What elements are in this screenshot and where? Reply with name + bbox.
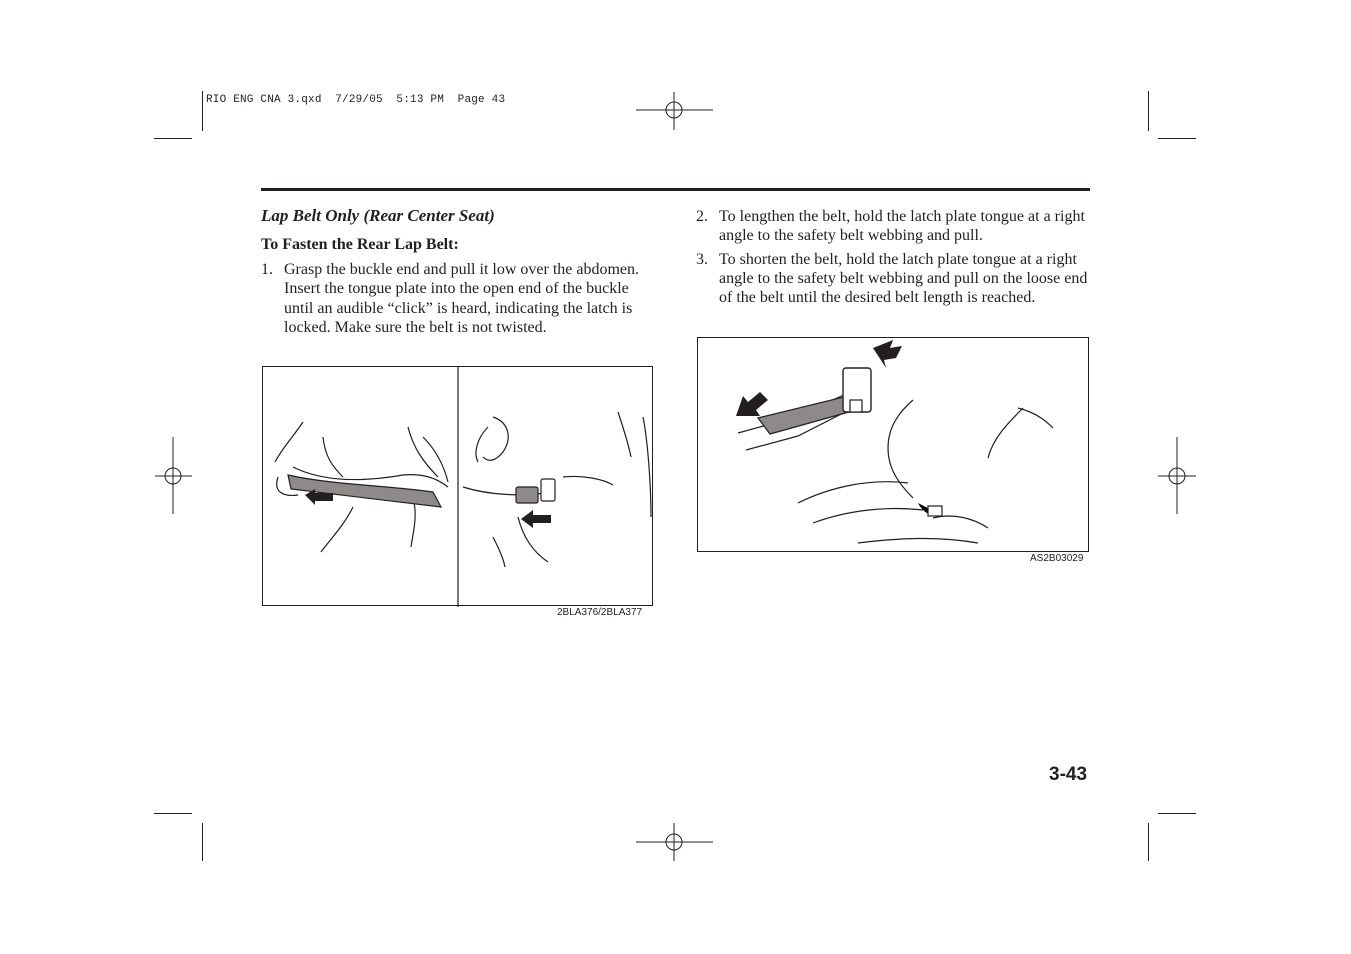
step-number: 3.: [696, 250, 708, 268]
step-text: To lengthen the belt, hold the latch plate tongue at a right angle to the safety belt webbing and pull.: [719, 208, 1085, 245]
step-text: To shorten the belt, hold the latch plate tongue at a right angle to the safety belt webbing and pull on the loose end of the belt until the desired belt length is reached.: [719, 250, 1088, 307]
list-item: [696, 250, 1092, 308]
list-item: [696, 207, 1092, 246]
figure-caption-right: AS2B03029: [1030, 553, 1084, 564]
belt-adjust-illustration: [698, 338, 1090, 553]
page-number: 3-43: [1049, 764, 1088, 785]
figure-fasten-lap-belt: [262, 366, 653, 606]
print-slug: RIO ENG CNA 3.qxd 7/29/05 5:13 PM Page 43: [206, 94, 506, 106]
lap-belt-illustration: [263, 367, 654, 607]
list-item: [261, 260, 654, 337]
steps-list-left: [261, 260, 654, 337]
figure-adjust-belt: [697, 337, 1089, 552]
section-title: Lap Belt Only (Rear Center Seat): [261, 206, 495, 225]
step-number: 2.: [696, 208, 708, 225]
step-number: 1.: [261, 261, 273, 278]
step-text: Grasp the buckle end and pull it low over the abdomen. Insert the tongue plate into the open end of the buckle until an audible “click” is heard, indicating the latch is locked. Make sure the belt is not twisted.: [284, 261, 640, 336]
header-rule: [261, 188, 1090, 191]
steps-list-right: [696, 207, 1092, 311]
subheading: To Fasten the Rear Lap Belt:: [261, 236, 459, 253]
figure-caption-left: 2BLA376/2BLA377: [557, 607, 643, 618]
